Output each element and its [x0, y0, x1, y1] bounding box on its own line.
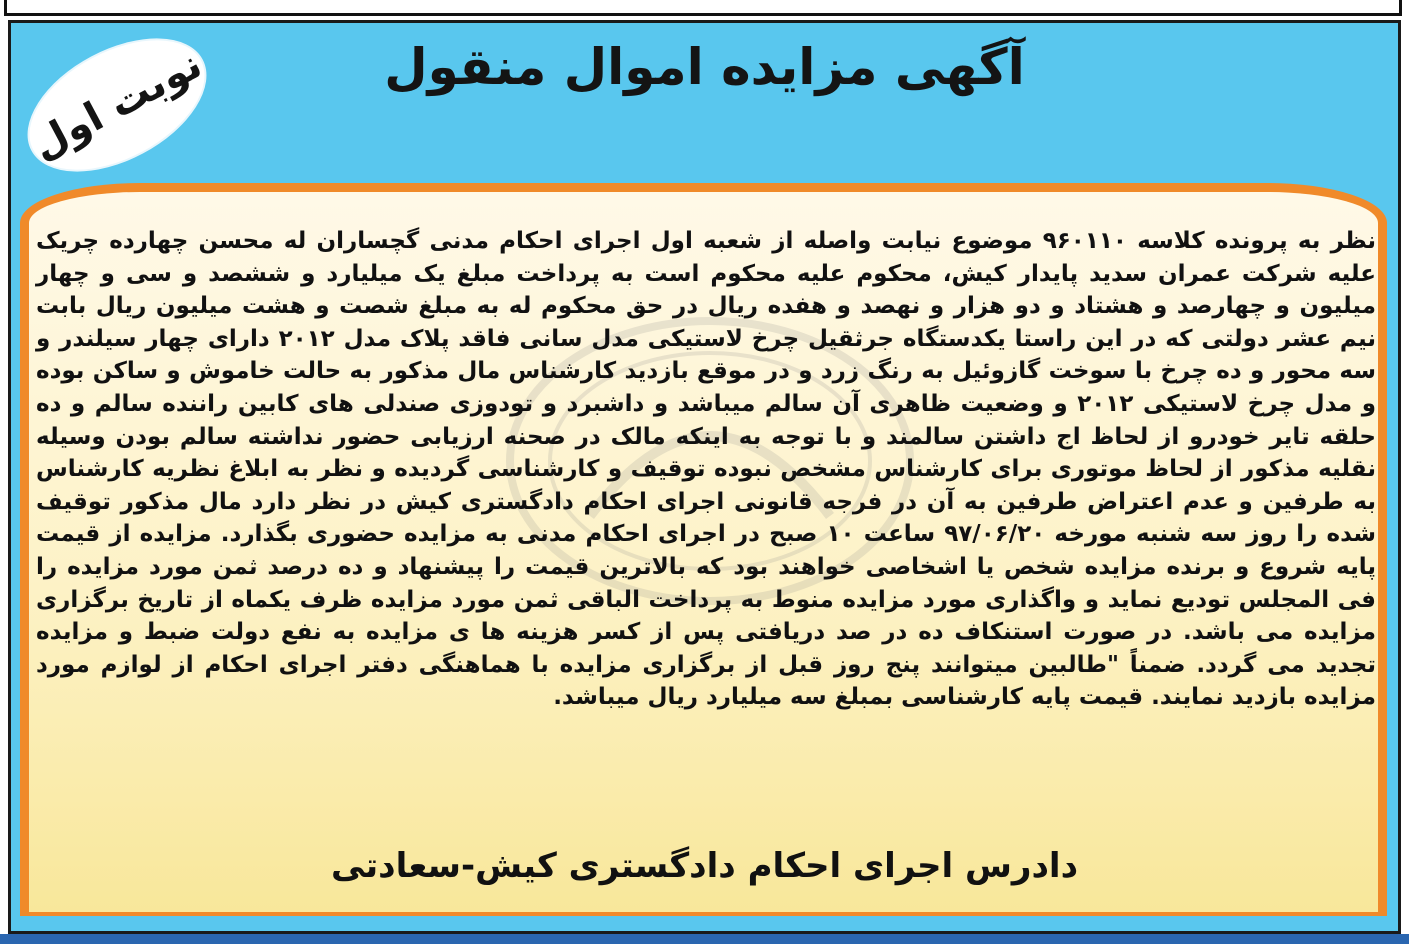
bottom-strip	[0, 934, 1409, 944]
badge-label: نوبت اول	[24, 41, 210, 169]
signature: دادرس اجرای احکام دادگستری کیش-سعادتی	[330, 846, 1079, 886]
top-border	[4, 0, 1402, 16]
ad-title: آگهی مزایده اموال منقول	[384, 38, 1025, 96]
ad-body: نظر به پرونده کلاسه ۹۶۰۱۱۰ موضوع نیابت واصله از شعبه اول اجرای احکام مدنی گچساران له محسن چهارده چریک علیه شرکت عمران سدید پایدار کیش، محکوم علیه محکوم است به پرداخت مبلغ یک میلیارد و ششصد و سی و چهار میلیون و چهارصد و هشتاد و دو هزار و نهصد و هفده ریال در حق محکوم له به مبلغ شصت و هشت میلیون ریال بابت نیم عشر دولتی که در این راستا یکدستگاه جرثقیل چرخ لاستیکی مدل سانی فاقد پلاک مدل ۲۰۱۲ دارای چهار سیلندر و سه محور و ده چرخ با سوخت گازوئیل به رنگ زرد و در موقع بازدید کارشناس مال مذکور به حالت خاموش و ساکن بوده و مدل چرخ لاستیکی ۲۰۱۲ و وضعیت ظاهری آن سالم میباشد و داشبرد و تودوزی صندلی های کابین راننده سالم و ده حلقه تایر خودرو از لحاظ اج داشتن سالمند و با توجه به اینکه مالک در صحنه ارزیابی حضور نداشته سالم بودن وسیله نقلیه مذکور از لحاظ موتوری برای کارشناس مشخص نبوده توقیف و کارشناسی گردیده و نظر به ابلاغ نظریه کارشناس به طرفین و عدم اعتراض طرفین به آن در فرجه قانونی اجرای احکام دادگستری کیش در نظر دارد مال مذکور توقیف شده را روز سه شنبه مورخه ۹۷/۰۶/۲۰ ساعت ۱۰ صبح در اجرای احکام مدنی به مزایده حضوری بگذارد. مزایده از قیمت پایه شروع و برنده مزایده شخص یا اشخاصی خواهند بود که بالاترین قیمت را پیشنهاد و ده درصد ثمن مورد مزایده را فی المجلس تودیع نماید و واگذاری مورد مزایده منوط به پرداخت الباقی ثمن مورد مزایده ظرف یکماه از تاریخ برگزاری مزایده می باشد. در صورت استنکاف ده در صد دریافتی پس از کسر هزینه ها ی مزایده به نفع دولت ضبط و مزایده تجدید می گردد. ضمناً "طالبین میتوانند پنج روز قبل از برگزاری مزایده با هماهنگی دفتر اجرای احکام از لوازم مورد مزایده بازدید نمایند. قیمت پایه کارشناسی بمبلغ سه میلیارد ریال میباشد.	[36, 228, 1377, 711]
